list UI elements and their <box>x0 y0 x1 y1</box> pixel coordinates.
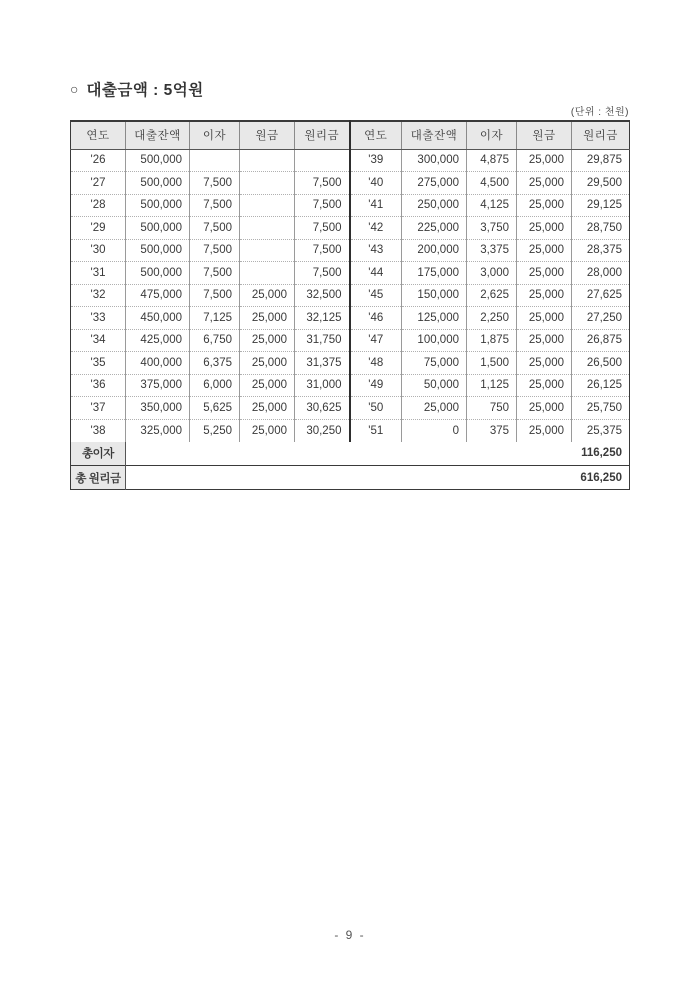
value-cell: 25,000 <box>517 284 572 307</box>
year-cell: '28 <box>71 194 126 217</box>
value-cell: 30,625 <box>295 397 350 420</box>
value-cell: 500,000 <box>126 172 190 195</box>
value-cell: 4,500 <box>467 172 517 195</box>
table-summary <box>71 442 630 490</box>
year-cell: '41 <box>350 194 402 217</box>
value-cell: 28,000 <box>572 262 630 285</box>
year-cell: '32 <box>71 284 126 307</box>
value-cell: 25,000 <box>517 352 572 375</box>
table-row <box>71 239 630 262</box>
value-cell: 30,250 <box>295 419 350 442</box>
value-cell: 7,500 <box>190 239 240 262</box>
total-interest-label: 총이자 <box>71 442 126 466</box>
year-cell: '30 <box>71 239 126 262</box>
value-cell: 6,000 <box>190 374 240 397</box>
value-cell <box>240 239 295 262</box>
value-cell: 750 <box>467 397 517 420</box>
value-cell: 25,000 <box>517 374 572 397</box>
circle-bullet-icon: ○ <box>70 81 79 97</box>
header-year-left: 연도 <box>71 121 126 149</box>
year-cell: '38 <box>71 419 126 442</box>
total-principal-interest-value: 616,250 <box>126 466 630 490</box>
header-balance-left: 대출잔액 <box>126 121 190 149</box>
year-cell: '40 <box>350 172 402 195</box>
year-cell: '51 <box>350 419 402 442</box>
year-cell: '46 <box>350 307 402 330</box>
value-cell: 31,375 <box>295 352 350 375</box>
value-cell: 3,000 <box>467 262 517 285</box>
value-cell: 300,000 <box>402 149 467 172</box>
table-row <box>71 149 630 172</box>
header-principal-right: 원금 <box>517 121 572 149</box>
document-content <box>70 78 629 490</box>
year-cell: '48 <box>350 352 402 375</box>
value-cell: 500,000 <box>126 149 190 172</box>
value-cell: 0 <box>402 419 467 442</box>
table-row <box>71 374 630 397</box>
value-cell: 29,500 <box>572 172 630 195</box>
header-row <box>71 121 630 149</box>
table-row <box>71 307 630 330</box>
header-principal-left: 원금 <box>240 121 295 149</box>
table-row <box>71 262 630 285</box>
value-cell: 27,625 <box>572 284 630 307</box>
value-cell: 25,000 <box>517 262 572 285</box>
value-cell: 25,000 <box>240 307 295 330</box>
value-cell <box>240 149 295 172</box>
value-cell: 7,500 <box>295 194 350 217</box>
value-cell: 75,000 <box>402 352 467 375</box>
value-cell: 250,000 <box>402 194 467 217</box>
value-cell <box>240 172 295 195</box>
value-cell: 325,000 <box>126 419 190 442</box>
value-cell: 25,000 <box>240 329 295 352</box>
value-cell: 7,500 <box>190 284 240 307</box>
value-cell: 125,000 <box>402 307 467 330</box>
value-cell: 6,750 <box>190 329 240 352</box>
year-cell: '44 <box>350 262 402 285</box>
value-cell: 25,000 <box>517 397 572 420</box>
table-row <box>71 419 630 442</box>
header-principal-interest-left: 원리금 <box>295 121 350 149</box>
year-cell: '37 <box>71 397 126 420</box>
section-title-line <box>70 78 629 100</box>
value-cell: 7,500 <box>295 217 350 240</box>
value-cell: 275,000 <box>402 172 467 195</box>
value-cell: 26,125 <box>572 374 630 397</box>
value-cell: 3,375 <box>467 239 517 262</box>
value-cell: 25,000 <box>517 239 572 262</box>
value-cell: 500,000 <box>126 262 190 285</box>
value-cell: 25,000 <box>517 419 572 442</box>
table-row <box>71 194 630 217</box>
value-cell: 28,375 <box>572 239 630 262</box>
total-principal-interest-label: 총 원리금 <box>71 466 126 490</box>
table-row <box>71 172 630 195</box>
value-cell: 25,000 <box>402 397 467 420</box>
value-cell: 2,625 <box>467 284 517 307</box>
table-row <box>71 284 630 307</box>
value-cell: 25,000 <box>517 194 572 217</box>
value-cell: 375 <box>467 419 517 442</box>
year-cell: '39 <box>350 149 402 172</box>
value-cell: 7,500 <box>190 262 240 285</box>
header-principal-interest-right: 원리금 <box>572 121 630 149</box>
value-cell: 31,750 <box>295 329 350 352</box>
year-cell: '31 <box>71 262 126 285</box>
section-title: 대출금액 : 5억원 <box>86 82 204 99</box>
value-cell: 7,500 <box>295 262 350 285</box>
unit-note: (단위 : 천원) <box>570 107 629 118</box>
value-cell <box>190 149 240 172</box>
value-cell: 7,500 <box>190 194 240 217</box>
table-row <box>71 217 630 240</box>
value-cell: 4,875 <box>467 149 517 172</box>
value-cell: 6,375 <box>190 352 240 375</box>
value-cell: 150,000 <box>402 284 467 307</box>
value-cell: 2,250 <box>467 307 517 330</box>
value-cell: 400,000 <box>126 352 190 375</box>
value-cell <box>240 194 295 217</box>
value-cell: 500,000 <box>126 239 190 262</box>
year-cell: '47 <box>350 329 402 352</box>
value-cell: 32,125 <box>295 307 350 330</box>
value-cell: 450,000 <box>126 307 190 330</box>
value-cell: 7,500 <box>295 239 350 262</box>
value-cell: 25,000 <box>517 217 572 240</box>
year-cell: '50 <box>350 397 402 420</box>
year-cell: '43 <box>350 239 402 262</box>
value-cell: 29,125 <box>572 194 630 217</box>
value-cell: 26,500 <box>572 352 630 375</box>
page-number: - 9 - <box>334 928 366 942</box>
value-cell <box>240 262 295 285</box>
value-cell: 50,000 <box>402 374 467 397</box>
value-cell: 5,625 <box>190 397 240 420</box>
value-cell: 25,000 <box>517 329 572 352</box>
value-cell: 7,500 <box>295 172 350 195</box>
value-cell: 7,500 <box>190 172 240 195</box>
value-cell: 1,875 <box>467 329 517 352</box>
year-cell: '45 <box>350 284 402 307</box>
value-cell: 28,750 <box>572 217 630 240</box>
value-cell: 29,875 <box>572 149 630 172</box>
total-interest-value: 116,250 <box>126 442 630 466</box>
year-cell: '34 <box>71 329 126 352</box>
table-body <box>71 149 630 442</box>
value-cell: 475,000 <box>126 284 190 307</box>
value-cell: 26,875 <box>572 329 630 352</box>
year-cell: '29 <box>71 217 126 240</box>
year-cell: '49 <box>350 374 402 397</box>
value-cell: 32,500 <box>295 284 350 307</box>
value-cell: 3,750 <box>467 217 517 240</box>
year-cell: '33 <box>71 307 126 330</box>
value-cell: 1,500 <box>467 352 517 375</box>
value-cell: 350,000 <box>126 397 190 420</box>
value-cell: 175,000 <box>402 262 467 285</box>
value-cell: 25,000 <box>517 307 572 330</box>
loan-schedule-table <box>70 120 630 490</box>
year-cell: '35 <box>71 352 126 375</box>
value-cell: 5,250 <box>190 419 240 442</box>
table-row <box>71 329 630 352</box>
value-cell: 25,000 <box>517 149 572 172</box>
value-cell: 25,000 <box>240 397 295 420</box>
value-cell: 4,125 <box>467 194 517 217</box>
value-cell: 25,000 <box>517 172 572 195</box>
value-cell: 25,000 <box>240 419 295 442</box>
header-interest-left: 이자 <box>190 121 240 149</box>
value-cell: 25,000 <box>240 352 295 375</box>
year-cell: '27 <box>71 172 126 195</box>
year-cell: '42 <box>350 217 402 240</box>
table-header <box>71 121 630 149</box>
value-cell: 225,000 <box>402 217 467 240</box>
header-year-right: 연도 <box>350 121 402 149</box>
value-cell: 500,000 <box>126 217 190 240</box>
header-interest-right: 이자 <box>467 121 517 149</box>
value-cell: 100,000 <box>402 329 467 352</box>
table-row <box>71 352 630 375</box>
year-cell: '36 <box>71 374 126 397</box>
value-cell: 200,000 <box>402 239 467 262</box>
value-cell: 25,750 <box>572 397 630 420</box>
value-cell: 500,000 <box>126 194 190 217</box>
value-cell <box>240 217 295 240</box>
value-cell <box>295 149 350 172</box>
header-balance-right: 대출잔액 <box>402 121 467 149</box>
value-cell: 27,250 <box>572 307 630 330</box>
value-cell: 7,125 <box>190 307 240 330</box>
value-cell: 31,000 <box>295 374 350 397</box>
summary-row-total-interest <box>71 442 630 466</box>
value-cell: 25,000 <box>240 284 295 307</box>
value-cell: 375,000 <box>126 374 190 397</box>
value-cell: 25,000 <box>240 374 295 397</box>
value-cell: 425,000 <box>126 329 190 352</box>
value-cell: 25,375 <box>572 419 630 442</box>
value-cell: 7,500 <box>190 217 240 240</box>
summary-row-total-principal-interest <box>71 466 630 490</box>
value-cell: 1,125 <box>467 374 517 397</box>
table-row <box>71 397 630 420</box>
year-cell: '26 <box>90 154 106 167</box>
